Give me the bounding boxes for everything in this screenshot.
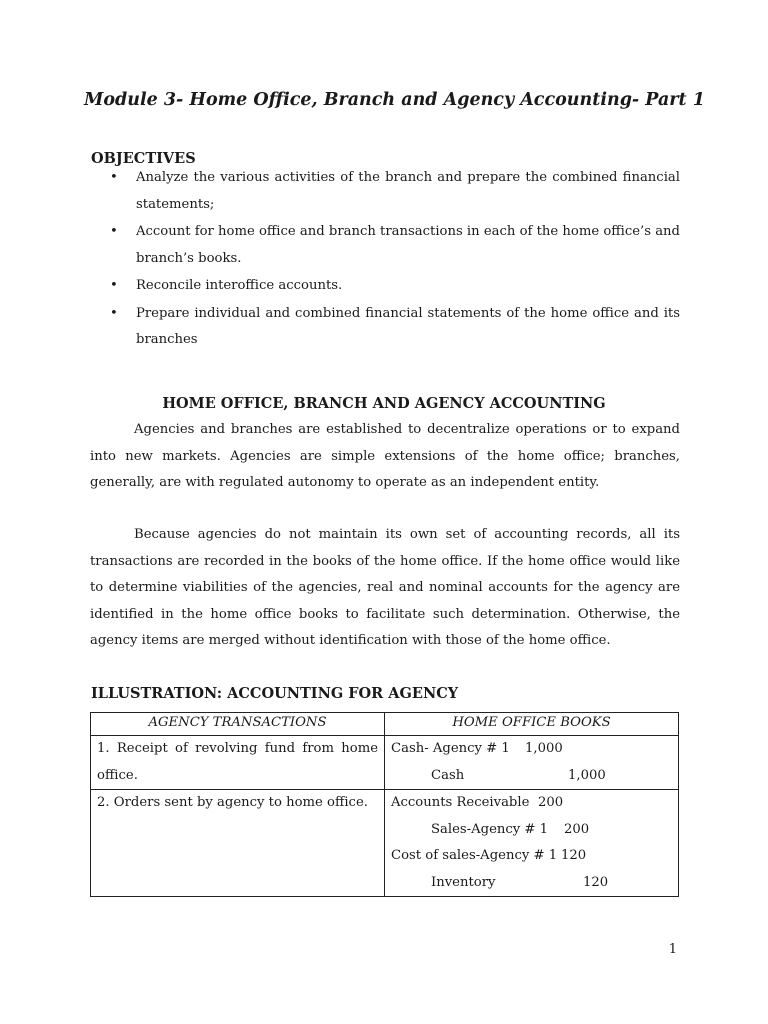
table-row xyxy=(91,790,679,897)
amount: 200 xyxy=(538,795,564,810)
objective-text: Account for home office and branch transactions in each of the home office’s and branch’s books. xyxy=(136,224,680,266)
objectives-list xyxy=(110,165,680,355)
amount: 120 xyxy=(583,874,609,890)
column-header-agency-transactions: AGENCY TRANSACTIONS xyxy=(91,713,385,736)
transaction-cell: 1. Receipt of revolving fund from home office. xyxy=(91,736,385,790)
journal-entry-cell xyxy=(385,790,679,897)
amount: 1,000 xyxy=(525,741,563,756)
journal-line xyxy=(391,817,672,844)
objective-item xyxy=(110,219,680,272)
account-name: Cash- Agency # 1 xyxy=(391,741,510,756)
amount: 1,000 xyxy=(568,767,606,783)
paragraph-agencies-branches xyxy=(90,417,680,497)
objective-item xyxy=(110,301,680,354)
column-header-home-office-books: HOME OFFICE BOOKS xyxy=(385,713,679,736)
journal-line xyxy=(391,790,672,817)
table-row xyxy=(91,736,679,790)
account-name: Inventory xyxy=(431,874,496,890)
amount: 120 xyxy=(561,848,587,863)
account-name: Accounts Receivable xyxy=(391,795,530,810)
objective-text: Analyze the various activities of the branch and prepare the combined financial statements; xyxy=(136,170,680,212)
paragraph-agency-records xyxy=(90,522,680,655)
illustration-table xyxy=(90,712,679,897)
journal-line xyxy=(391,736,672,763)
account-name: Cash xyxy=(431,767,465,783)
objective-item xyxy=(110,273,680,300)
transaction-cell: 2. Orders sent by agency to home office. xyxy=(91,790,385,897)
journal-line xyxy=(391,763,672,790)
table-header-row xyxy=(91,713,679,736)
module-title: Module 3- Home Office, Branch and Agency Accounting- Part 1 xyxy=(84,90,705,110)
bullet-icon: • xyxy=(110,305,118,321)
account-name: Sales-Agency # 1 xyxy=(431,821,549,837)
page-number: 1 xyxy=(668,942,677,957)
illustration-heading: ILLUSTRATION: ACCOUNTING FOR AGENCY xyxy=(91,685,459,702)
section-heading: HOME OFFICE, BRANCH AND AGENCY ACCOUNTING xyxy=(162,395,606,412)
paragraph-text: Agencies and branches are established to decentralize operations or to expand into new markets. Agencies are simple extensions of the home office; branches, generally, are with regulated autonomy to operate as an independent entity. xyxy=(90,422,680,490)
journal-entry-cell xyxy=(385,736,679,790)
amount: 200 xyxy=(564,821,590,837)
bullet-icon: • xyxy=(110,170,118,185)
journal-line xyxy=(391,843,672,870)
bullet-icon: • xyxy=(110,224,118,239)
objectives-heading: OBJECTIVES xyxy=(91,150,196,167)
objective-text: Reconcile interoffice accounts. xyxy=(136,278,343,293)
bullet-icon: • xyxy=(110,278,118,293)
objective-item xyxy=(110,165,680,218)
paragraph-text: Because agencies do not maintain its own set of accounting records, all its transactions are recorded in the books of the home office. If the home office would like to determine viabilities of the agencies, real and nominal accounts for the agency are identified in the home office books to facilitate such determination. Otherwise, the agency items are merged without identification with those of the home office. xyxy=(90,527,680,648)
account-name: Cost of sales-Agency # 1 xyxy=(391,848,558,863)
journal-line xyxy=(391,870,672,897)
objective-text: Prepare individual and combined financial statements of the home office and its branches xyxy=(136,305,680,347)
